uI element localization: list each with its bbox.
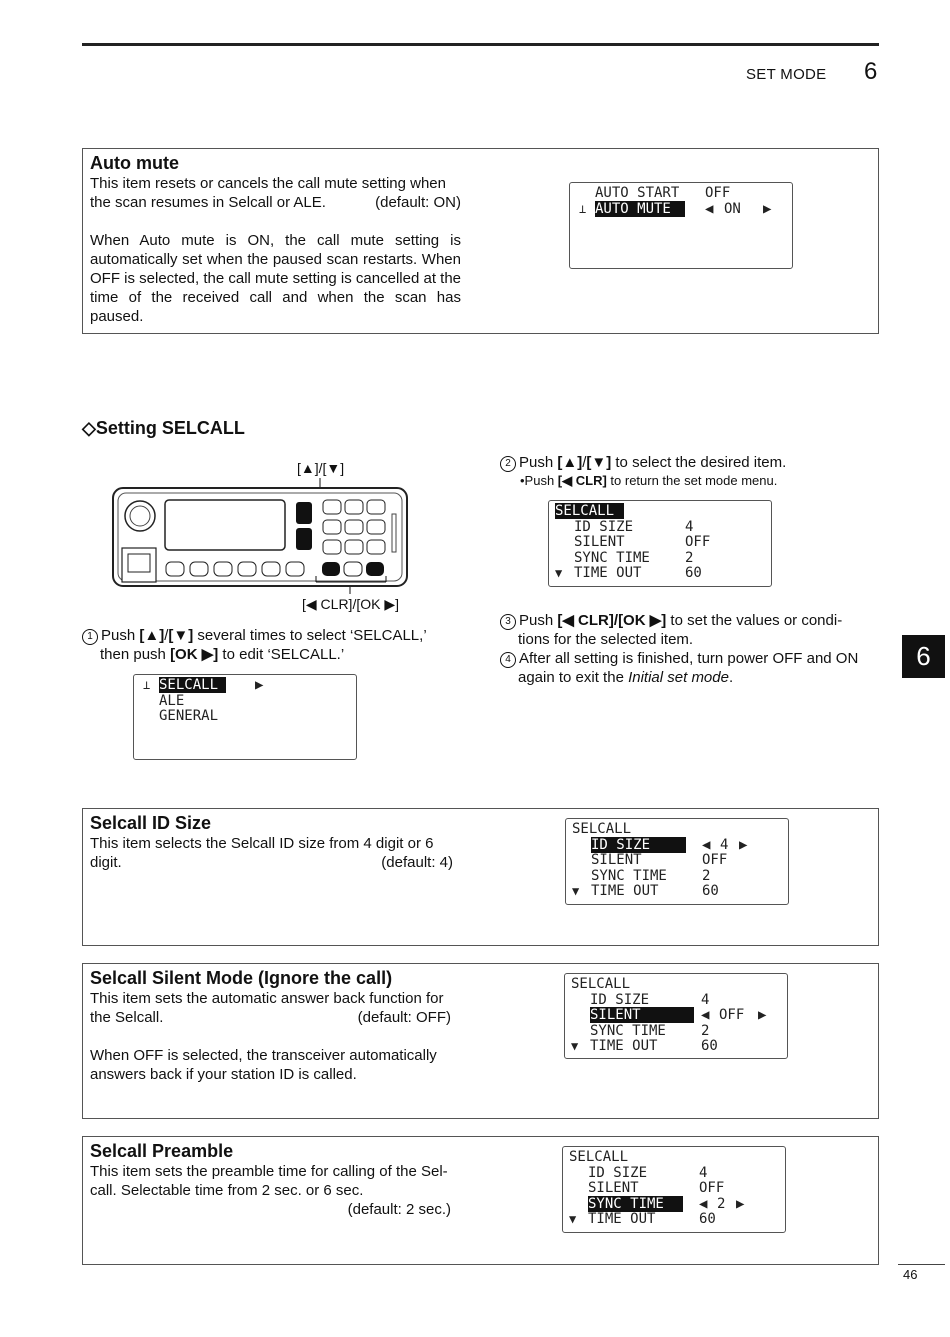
selcall-id-size-section [82,808,879,946]
lcd-time-out-label: TIME OUT [574,565,642,581]
lcd-sync-time-label: SYNC TIME [588,1196,683,1212]
down-key-label: [▼] [586,454,612,471]
lcd-selcall-title: SELCALL [569,1149,629,1165]
menu-item-selcall: SELCALL [159,677,226,693]
lcd-time-out-label: TIME OUT [591,883,659,899]
up-key-label: [▲] [139,627,165,644]
auto-mute-p2: When Auto mute is ON, the call mute setting is automatically set when the paused scan restarts. When OFF is selected, the call mute setting is cancelled at the time of the received call and when the scan has paused. [90,232,462,325]
step-4-text-b: again to exit the [518,669,629,686]
clr-key-label: [◀ CLR] [557,473,607,488]
lcd-selcall-title: SELCALL [555,503,624,519]
lcd-id-size-label: ID SIZE [588,1164,648,1181]
diamond-icon: ◇ [82,418,96,438]
lcd-time-out-value: 60 [685,565,702,581]
clr-ok-label: [◀ CLR]/[OK ▶] [302,596,399,612]
step-1-text-e: several times to select ‘SELCALL,’ [193,627,427,644]
right-arrow-icon: ▶ [736,1195,745,1212]
section-label: SET MODE [746,66,827,83]
selcall-preamble-line1: This item sets the preamble time for calling of the Sel- [90,1163,448,1180]
lcd-silent-label: SILENT [590,1007,694,1023]
step-1 [82,626,462,664]
step-1-slash: / [164,627,169,644]
step-1-text-h: to edit ‘SELCALL.’ [218,646,345,663]
lcd-time-out-value: 60 [701,1038,718,1054]
lcd-sync-time-value: 2 [717,1195,726,1212]
setting-selcall-heading [82,418,245,439]
lcd-sync-time-value: 2 [702,867,711,884]
step-3-slash: / [613,612,619,629]
left-arrow-icon: ◀ [701,1007,710,1023]
lcd-silent-value: OFF [685,534,711,550]
auto-mute-section [82,148,879,334]
lcd-auto-mute-label: AUTO MUTE [595,201,685,217]
lcd-time-out-label: TIME OUT [588,1211,656,1227]
lcd-silent-label: SILENT [588,1180,639,1196]
lcd-id-size-label: ID SIZE [591,837,686,853]
lcd-selcall-title: SELCALL [571,976,631,992]
updown-label: [▲]/[▼] [297,460,345,476]
step-3 [500,611,880,649]
right-arrow-icon: ▶ [739,836,748,853]
auto-mute-lcd [569,182,793,269]
scroll-down-icon: ▼ [571,1039,579,1053]
lcd-auto-mute-value: ON [724,200,741,217]
scroll-marker-icon: ⊥ [579,201,587,216]
lcd-auto-start-label: AUTO START [595,185,680,201]
scroll-marker-icon: ⊥ [143,678,151,692]
ok-key-label: [OK ▶] [618,612,667,629]
step-2-sub-a: •Push [520,473,558,488]
step-3-number: 3 [500,614,516,630]
initial-set-mode-term: Initial set mode [628,669,729,686]
scroll-down-icon: ▼ [555,566,563,580]
lcd-silent-label: SILENT [574,534,625,550]
selcall-preamble-title: Selcall Preamble [90,1141,234,1161]
preamble-lcd [562,1146,786,1233]
step-2-text-a: Push [519,454,558,471]
step-2-text-e: to select the desired item. [611,454,787,471]
selcall-silent-default: (default: OFF) [357,1009,451,1026]
step-3-text-a: Push [519,612,558,629]
lcd-sync-time-label: SYNC TIME [590,1022,666,1039]
selcall-preamble-section [82,1136,879,1265]
lcd-sync-time-value: 2 [701,1022,710,1039]
left-arrow-icon: ◀ [705,200,714,217]
right-arrow-icon: ▶ [255,677,264,693]
menu-item-general: GENERAL [159,708,219,724]
lcd-time-out-value: 60 [702,883,719,899]
selcall-preamble-default: (default: 2 sec.) [347,1201,451,1218]
lcd-silent-value: OFF [719,1007,745,1023]
silent-lcd [564,973,788,1059]
lcd-auto-start-value: OFF [705,185,731,201]
chapter-tab: 6 [902,635,945,678]
lcd-time-out-value: 60 [699,1211,716,1227]
up-key-label: [▲] [557,454,583,471]
step-2-number: 2 [500,456,516,472]
lcd-id-size-label: ID SIZE [590,991,650,1008]
step-1-text-f: then push [100,646,171,663]
step-1-number: 1 [82,629,98,645]
auto-mute-title: Auto mute [90,153,179,173]
selcall-silent-line1: This item sets the automatic answer back function for [90,990,444,1007]
lcd-sync-time-label: SYNC TIME [591,867,667,884]
scroll-down-icon: ▼ [572,884,580,898]
scroll-down-icon: ▼ [569,1212,577,1226]
setting-selcall-heading-text: Setting SELCALL [95,418,245,438]
left-arrow-icon: ◀ [699,1195,708,1212]
step-4-text-a: After all setting is finished, turn power OFF and ON [519,650,859,667]
right-arrow-icon: ▶ [758,1007,767,1023]
lcd-sync-time-value: 2 [685,549,694,566]
id-size-lcd [565,818,789,905]
selcall-silent-line2: the Selcall. [90,1009,164,1026]
lcd-selcall-title: SELCALL [572,821,632,837]
right-arrow-icon: ▶ [763,200,772,217]
lcd-id-size-label: ID SIZE [574,518,634,535]
step-2-slash: / [582,454,587,471]
selcall-silent-section [82,963,879,1119]
chapter-number: 6 [864,58,878,85]
step-4-text-d: . [728,669,734,686]
lcd-silent-value: OFF [702,852,728,868]
auto-mute-default: (default: ON) [375,194,461,211]
clr-key-label: [◀ CLR] [557,612,614,629]
selcall-id-size-line2: digit. [90,854,122,871]
selcall-preamble-line2: call. Selectable time from 2 sec. or 6 sec. [90,1182,364,1199]
selcall-id-size-default: (default: 4) [381,854,453,871]
step-3-text-f: tions for the selected item. [518,631,694,648]
lcd-silent-value: OFF [699,1180,725,1196]
step-3-text-e: to set the values or condi- [666,612,843,629]
down-key-label: [▼] [168,627,194,644]
transceiver-front-panel [110,478,410,596]
step-4-number: 4 [500,652,516,668]
auto-mute-p1-line2: the scan resumes in Selcall or ALE. [90,194,326,211]
lcd-sync-time-label: SYNC TIME [574,549,650,566]
auto-mute-p1-line1: This item resets or cancels the call mute setting when [90,175,446,192]
selcall-id-size-line1: This item selects the Selcall ID size from 4 digit or 6 [90,835,434,852]
step-2 [500,453,880,489]
lcd-id-size-value: 4 [720,836,729,853]
lcd-id-size-value: 4 [699,1164,708,1181]
step-2-sub-c: to return the set mode menu. [606,473,778,488]
menu-lcd [133,674,357,760]
footer-rule [898,1264,945,1265]
lcd-id-size-value: 4 [701,991,710,1008]
selcall-silent-title: Selcall Silent Mode (Ignore the call) [90,968,393,988]
ok-key-label: [OK ▶] [170,646,219,663]
lcd-id-size-value: 4 [685,518,694,535]
step-1-text-a: Push [101,627,140,644]
lcd-silent-label: SILENT [591,852,642,868]
left-arrow-icon: ◀ [702,836,711,853]
top-rule [82,43,879,46]
selcall-id-size-title: Selcall ID Size [90,813,212,833]
menu-item-ale: ALE [159,692,185,709]
step-4 [500,649,880,687]
step-2-lcd [548,500,772,587]
page-number: 46 [903,1267,918,1282]
selcall-silent-p2: When OFF is selected, the transceiver automatically answers back if your station ID is called. [90,1047,437,1083]
lcd-time-out-label: TIME OUT [590,1038,658,1054]
